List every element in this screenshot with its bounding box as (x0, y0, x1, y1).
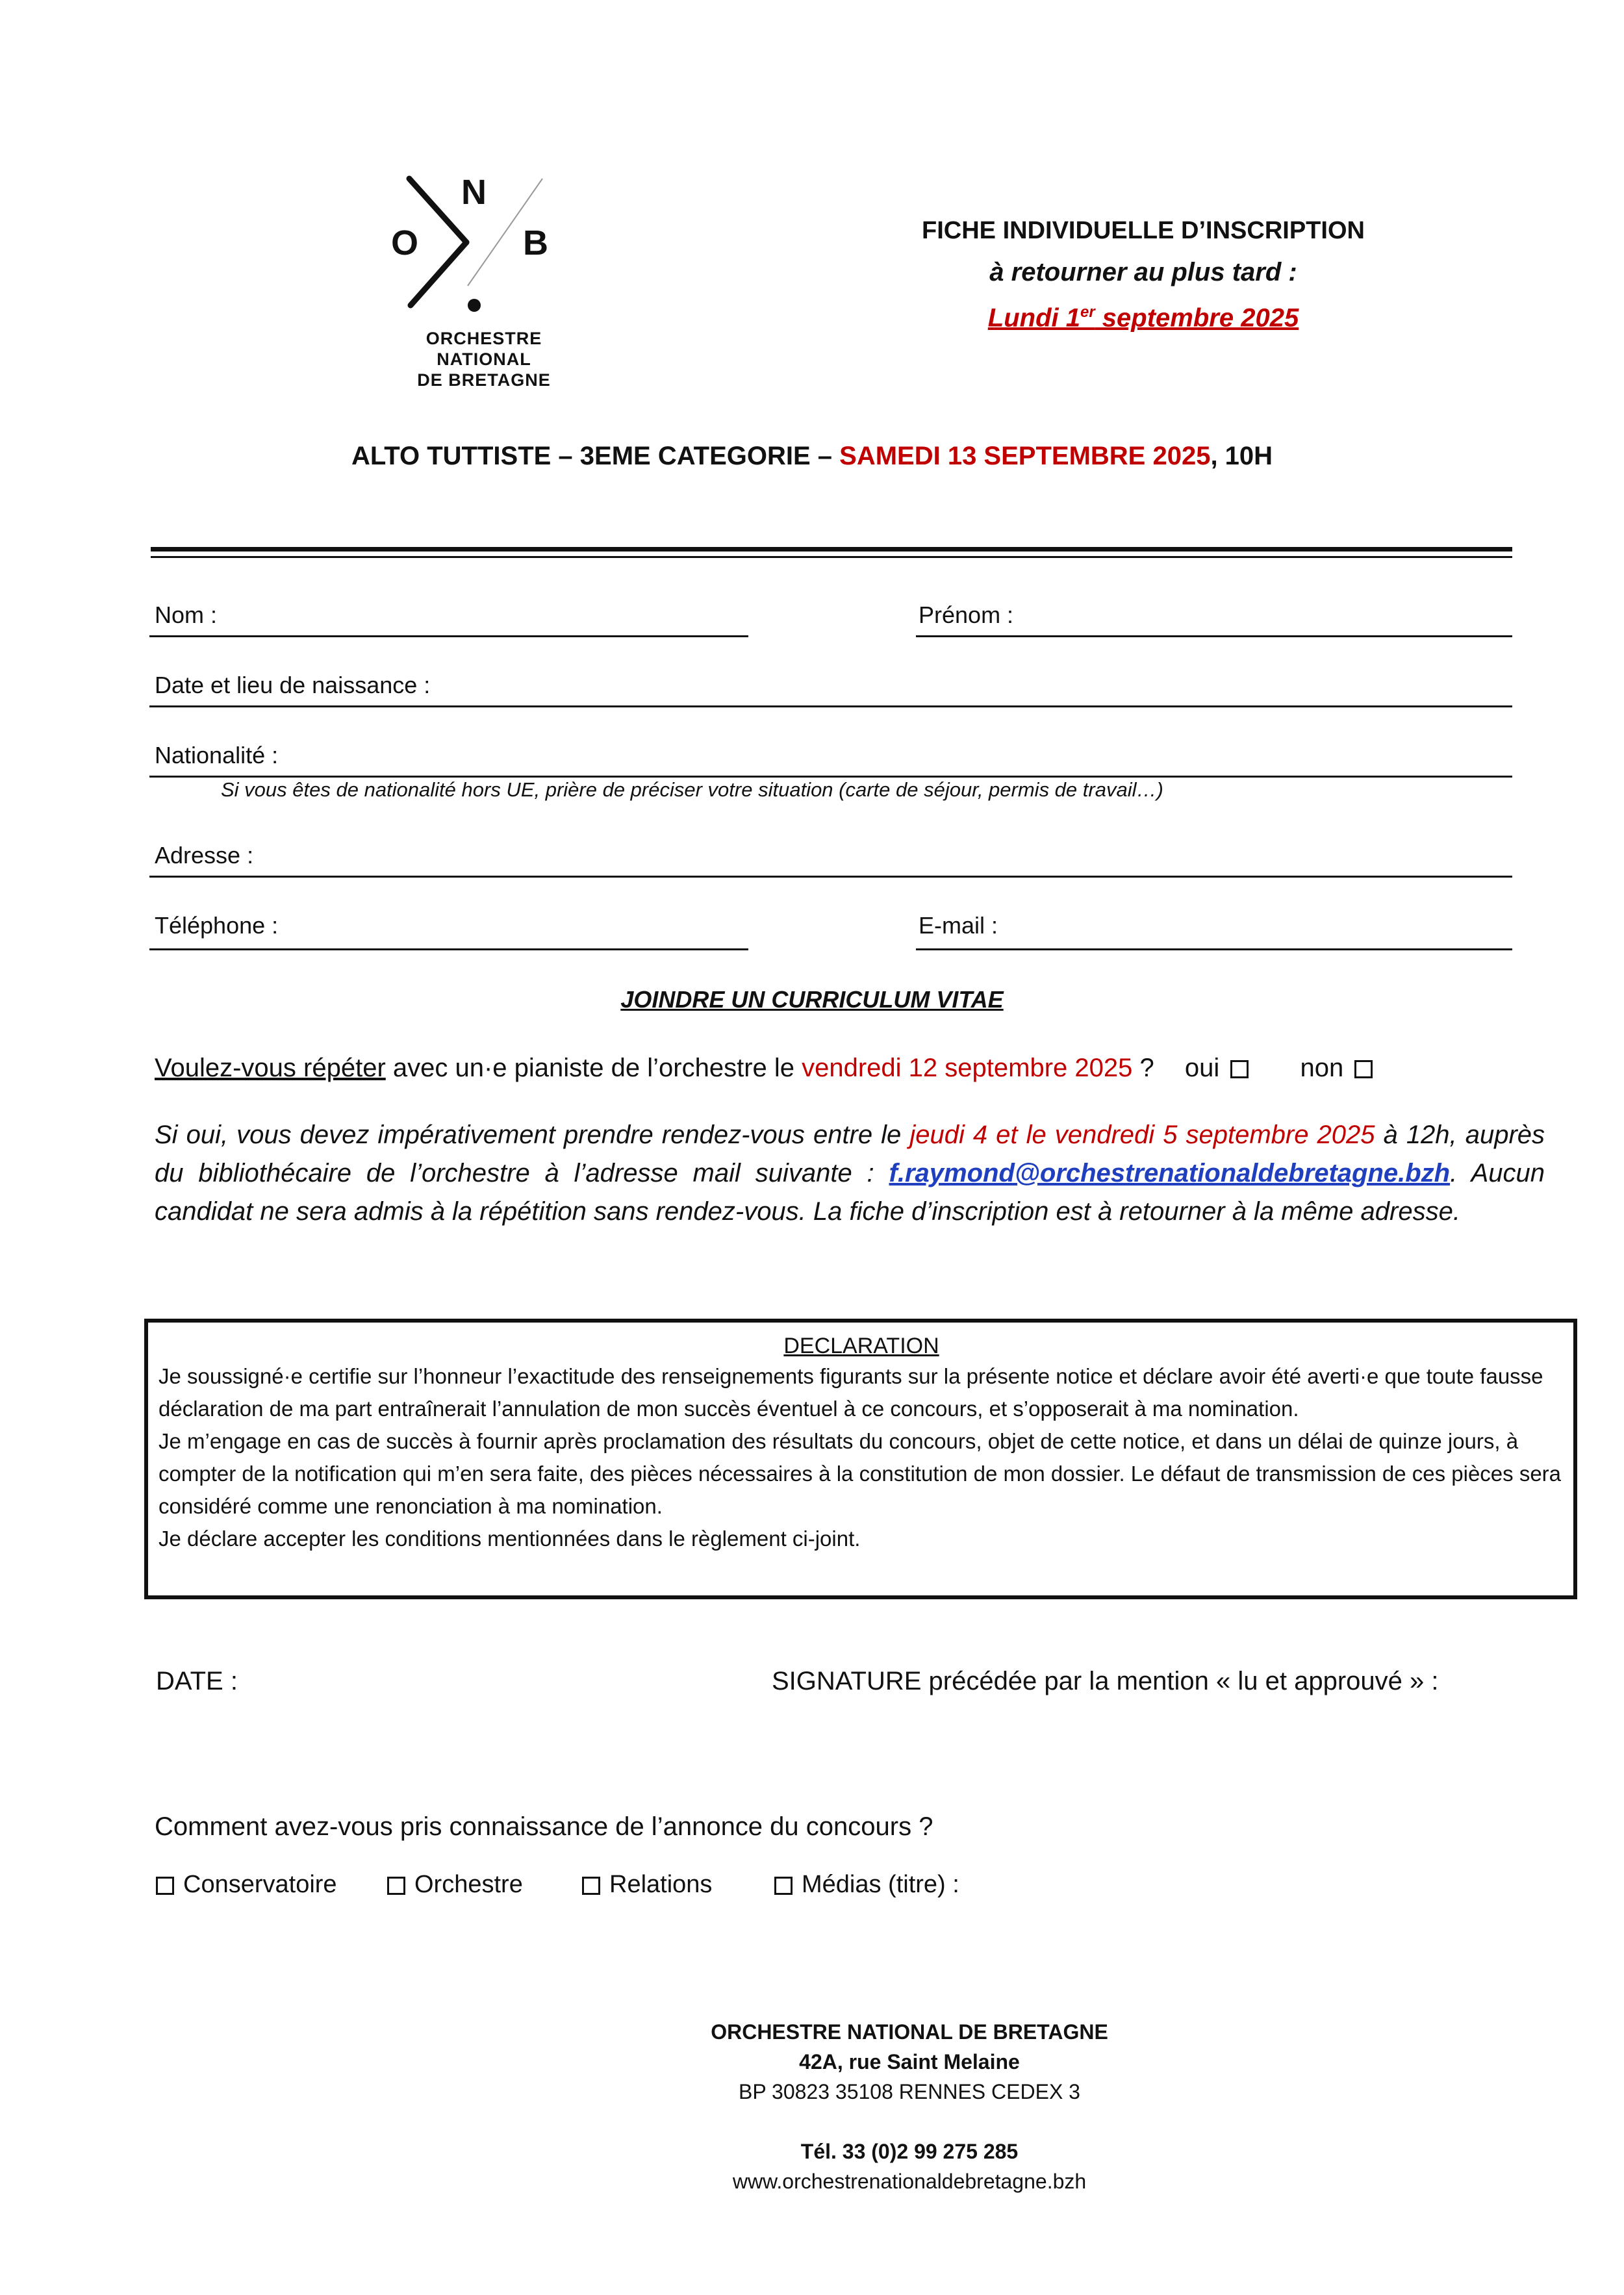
signature-label: SIGNATURE précédée par la mention « lu et approuvé » : (772, 1667, 1439, 1695)
adresse-field[interactable] (149, 876, 1512, 878)
footer-address (585, 2017, 1234, 2196)
logo-letter-o: O (391, 223, 419, 262)
date-label: DATE : (156, 1667, 238, 1695)
email-field[interactable] (916, 948, 1512, 950)
naissance-label: Date et lieu de naissance : (155, 672, 431, 698)
checkbox[interactable] (774, 1877, 793, 1895)
nationalite-note: Si vous êtes de nationalité hors UE, prière de préciser votre situation (carte de séjour, permis de travail…) (221, 778, 1163, 801)
logo-org-name: ORCHESTRE NATIONAL DE BRETAGNE (417, 329, 551, 390)
email-label: E-mail : (919, 912, 998, 939)
prenom-field[interactable] (916, 635, 1512, 637)
rdv-paragraph: Si oui, vous devez impérativement prendre rendez-vous entre le jeudi 4 et le vendredi 5 septembre 2025 à 12h, auprès du bibliothécaire de l’orchestre à l’adresse mail suivante : f.raymond@orchestrenationaldebretagne.bzh. Aucun candidat ne sera admis à la répétition sans rendez-vous. La fiche d’inscription est à retourner à la même adresse. (155, 1121, 1545, 1226)
deadline: Lundi 1er septembre 2025 (987, 303, 1299, 333)
footer-phone: Tél. 33 (0)2 99 275 285 (800, 2140, 1019, 2163)
declaration-box (144, 1319, 1577, 1599)
divider (151, 547, 1512, 552)
logo-letter-b: B (523, 223, 548, 262)
audition-title: ALTO TUTTISTE – 3EME CATEGORIE – SAMEDI 13 SEPTEMBRE 2025, 10H (351, 442, 1273, 470)
rehearsal-question: Voulez-vous répéter avec un·e pianiste de l’orchestre le vendredi 12 septembre 2025 ? oui non (155, 1054, 1373, 1083)
checkbox[interactable] (582, 1877, 600, 1895)
nationalite-field[interactable] (149, 776, 1512, 778)
divider (151, 556, 1512, 558)
footer-city: BP 30823 35108 RENNES CEDEX 3 (739, 2080, 1080, 2103)
nom-field[interactable] (149, 635, 748, 637)
oui-label: oui (1184, 1054, 1220, 1082)
footer-website[interactable]: www.orchestrenationaldebretagne.bzh (732, 2170, 1087, 2193)
declaration-paragraph: Je déclare accepter les conditions mentionnées dans le règlement ci-joint. (159, 1527, 861, 1551)
non-label: non (1300, 1054, 1344, 1082)
prenom-label: Prénom : (919, 602, 1014, 628)
cv-instruction: JOINDRE UN CURRICULUM VITAE (620, 986, 1004, 1013)
onb-logo (390, 172, 565, 393)
logo-letter-n: N (461, 173, 487, 212)
option-conservatoire[interactable]: Conservatoire (156, 1871, 337, 1899)
footer-street: 42A, rue Saint Melaine (799, 2050, 1020, 2073)
telephone-field[interactable] (149, 948, 748, 950)
declaration-paragraph: Je m’engage en cas de succès à fournir après proclamation des résultats du concours, objet de cette notice, et dans un délai de quinze jours, à compter de la notification qui m’en sera faite, des pièces nécessaires à la constitution de mon dossier. Le défaut de transmission de ces pièces sera considéré comme une renonciation à ma nomination. (159, 1429, 1562, 1518)
survey-question: Comment avez-vous pris connaissance de l’annonce du concours ? (155, 1812, 933, 1841)
adresse-label: Adresse : (155, 842, 254, 869)
declaration-title: DECLARATION (783, 1334, 939, 1358)
naissance-field[interactable] (149, 705, 1512, 707)
checkbox[interactable] (156, 1877, 174, 1895)
form-subtitle: à retourner au plus tard : (989, 258, 1297, 286)
declaration-paragraph: Je soussigné·e certifie sur l’honneur l’exactitude des renseignements figurants sur la présente notice et déclare avoir été averti·e que toute fausse déclaration de ma part entraînerait l’annulation de mon succès éventuel à ce concours, et s’opposerait à ma nomination. (159, 1364, 1543, 1421)
form-header (844, 209, 1442, 338)
option-relations[interactable]: Relations (582, 1871, 712, 1899)
oui-checkbox[interactable] (1230, 1060, 1249, 1078)
form-title: FICHE INDIVIDUELLE D’INSCRIPTION (922, 217, 1365, 244)
option-orchestre[interactable]: Orchestre (387, 1871, 523, 1899)
nom-label: Nom : (155, 602, 218, 628)
email-link[interactable]: f.raymond@orchestrenationaldebretagne.bzh (889, 1159, 1451, 1187)
telephone-label: Téléphone : (155, 912, 279, 939)
nationalite-label: Nationalité : (155, 742, 279, 768)
checkbox[interactable] (387, 1877, 405, 1895)
non-checkbox[interactable] (1354, 1060, 1373, 1078)
option-medias[interactable]: Médias (titre) : (774, 1871, 959, 1899)
footer-org-name: ORCHESTRE NATIONAL DE BRETAGNE (711, 2020, 1108, 2044)
